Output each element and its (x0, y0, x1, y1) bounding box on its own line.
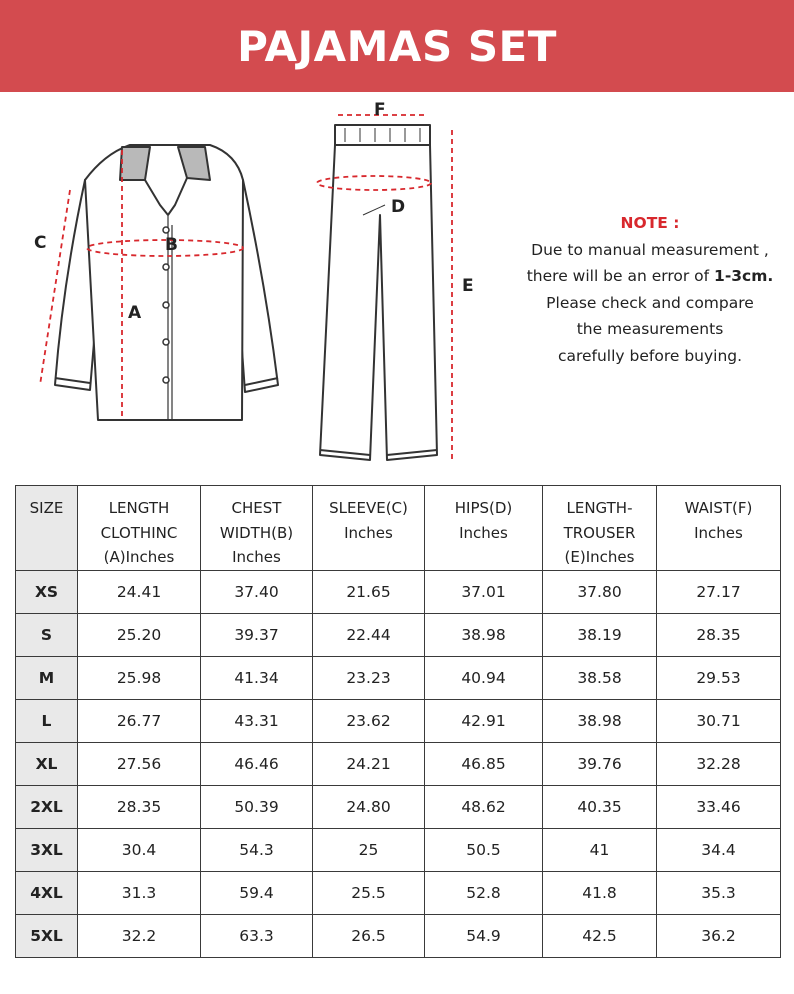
measurement-cell: 54.9 (425, 914, 543, 957)
measurement-cell: 28.35 (657, 613, 781, 656)
measurement-cell: 50.39 (201, 785, 313, 828)
measurement-cell: 38.58 (543, 656, 657, 699)
measurement-cell: 36.2 (657, 914, 781, 957)
column-header (543, 486, 657, 571)
column-header-line: SIZE (29, 499, 64, 517)
label-a: A (128, 303, 142, 323)
column-header-line: WIDTH(B) (219, 523, 294, 542)
page-title: PAJAMAS SET (237, 21, 557, 71)
note-line-3: Please check and compare (546, 293, 754, 312)
size-cell: XL (16, 742, 78, 785)
note-line-1: Due to manual measurement , (531, 240, 769, 259)
label-f: F (374, 100, 386, 120)
measurement-cell: 54.3 (201, 828, 313, 871)
size-cell: S (16, 613, 78, 656)
measurement-cell: 38.19 (543, 613, 657, 656)
measurement-cell: 25.20 (78, 613, 201, 656)
measurement-cell: 59.4 (201, 871, 313, 914)
table-row (16, 871, 781, 914)
measurement-cell: 34.4 (657, 828, 781, 871)
column-header-line: HIPS(D) (454, 499, 513, 517)
note-line-2 (510, 263, 790, 290)
size-cell: XS (16, 570, 78, 613)
measurement-cell: 38.98 (425, 613, 543, 656)
column-header-line: CLOTHINC (100, 523, 178, 542)
measurement-cell: 41.34 (201, 656, 313, 699)
size-cell: 5XL (16, 914, 78, 957)
measurement-cell: 23.62 (313, 699, 425, 742)
table-row (16, 656, 781, 699)
note-title: NOTE : (620, 214, 680, 232)
measurement-cell: 38.98 (543, 699, 657, 742)
measurement-cell: 25.5 (313, 871, 425, 914)
column-header (425, 486, 543, 571)
column-header-line: CHEST (231, 499, 282, 517)
column-header (16, 486, 78, 571)
table-row (16, 699, 781, 742)
column-header-line: LENGTH- (566, 499, 633, 517)
measurement-cell: 31.3 (78, 871, 201, 914)
measurement-cell: 32.2 (78, 914, 201, 957)
measurement-cell: 35.3 (657, 871, 781, 914)
pants-drawing (320, 125, 437, 460)
table-row (16, 828, 781, 871)
measurement-cell: 46.85 (425, 742, 543, 785)
size-chart-body (16, 570, 781, 957)
label-b: B (165, 235, 178, 255)
measurement-cell: 27.17 (657, 570, 781, 613)
table-row (16, 742, 781, 785)
measurement-cell: 30.4 (78, 828, 201, 871)
column-header-line: SLEEVE(C) (329, 499, 408, 517)
note-error-range: 1-3cm. (714, 267, 774, 285)
measurement-cell: 28.35 (78, 785, 201, 828)
measurement-cell: 41.8 (543, 871, 657, 914)
column-header-line: WAIST(F) (684, 499, 753, 517)
header-row (16, 486, 781, 571)
measurement-cell: 22.44 (313, 613, 425, 656)
measurement-cell: 41 (543, 828, 657, 871)
measurement-cell: 33.46 (657, 785, 781, 828)
measurement-cell: 25.98 (78, 656, 201, 699)
measurement-cell: 50.5 (425, 828, 543, 871)
measurement-cell: 25 (313, 828, 425, 871)
measurement-cell: 48.62 (425, 785, 543, 828)
measurement-cell: 29.53 (657, 656, 781, 699)
column-header-line: (A)Inches (103, 548, 175, 566)
column-header (78, 486, 201, 571)
column-header (201, 486, 313, 571)
column-header (657, 486, 781, 571)
column-header-line: Inches (694, 523, 743, 542)
size-chart-table (15, 485, 781, 958)
note-line-2-text: there will be an error of (526, 267, 715, 285)
measurement-cell: 26.77 (78, 699, 201, 742)
size-chart-header (16, 486, 781, 571)
measurement-cell: 30.71 (657, 699, 781, 742)
measurement-cell: 63.3 (201, 914, 313, 957)
measurement-cell: 43.31 (201, 699, 313, 742)
column-header-line: LENGTH (108, 499, 170, 517)
size-cell: M (16, 656, 78, 699)
title-banner (0, 0, 794, 92)
note-line-4: the measurements (576, 320, 724, 338)
measurement-cell: 32.28 (657, 742, 781, 785)
measurement-cell: 37.40 (201, 570, 313, 613)
measurement-cell: 24.41 (78, 570, 201, 613)
size-cell: 2XL (16, 785, 78, 828)
table-row (16, 570, 781, 613)
table-row (16, 914, 781, 957)
measurement-cell: 21.65 (313, 570, 425, 613)
size-cell: 3XL (16, 828, 78, 871)
table-row (16, 613, 781, 656)
measurement-cell: 42.91 (425, 699, 543, 742)
note-line-5: carefully before buying. (557, 346, 743, 365)
measurement-cell: 37.01 (425, 570, 543, 613)
measurement-cell: 24.80 (313, 785, 425, 828)
measurement-cell: 40.94 (425, 656, 543, 699)
measurement-cell: 42.5 (543, 914, 657, 957)
column-header-line: Inches (459, 523, 508, 542)
size-cell: L (16, 699, 78, 742)
measurement-cell: 46.46 (201, 742, 313, 785)
measurement-cell: 26.5 (313, 914, 425, 957)
column-header-line: TROUSER (563, 523, 636, 542)
table-row (16, 785, 781, 828)
label-d: D (391, 197, 406, 217)
measurement-cell: 39.37 (201, 613, 313, 656)
measurement-cell: 37.80 (543, 570, 657, 613)
size-cell: 4XL (16, 871, 78, 914)
measurement-cell: 39.76 (543, 742, 657, 785)
label-c: C (34, 233, 47, 253)
measurement-cell: 24.21 (313, 742, 425, 785)
column-header (313, 486, 425, 571)
measurement-cell: 40.35 (543, 785, 657, 828)
measurement-cell: 52.8 (425, 871, 543, 914)
column-header-line: (E)Inches (564, 548, 635, 566)
column-header-line: Inches (232, 548, 281, 566)
measurement-cell: 23.23 (313, 656, 425, 699)
measurement-cell: 27.56 (78, 742, 201, 785)
column-header-line: Inches (344, 523, 393, 542)
measurement-note (510, 210, 790, 369)
label-e: E (462, 276, 474, 296)
